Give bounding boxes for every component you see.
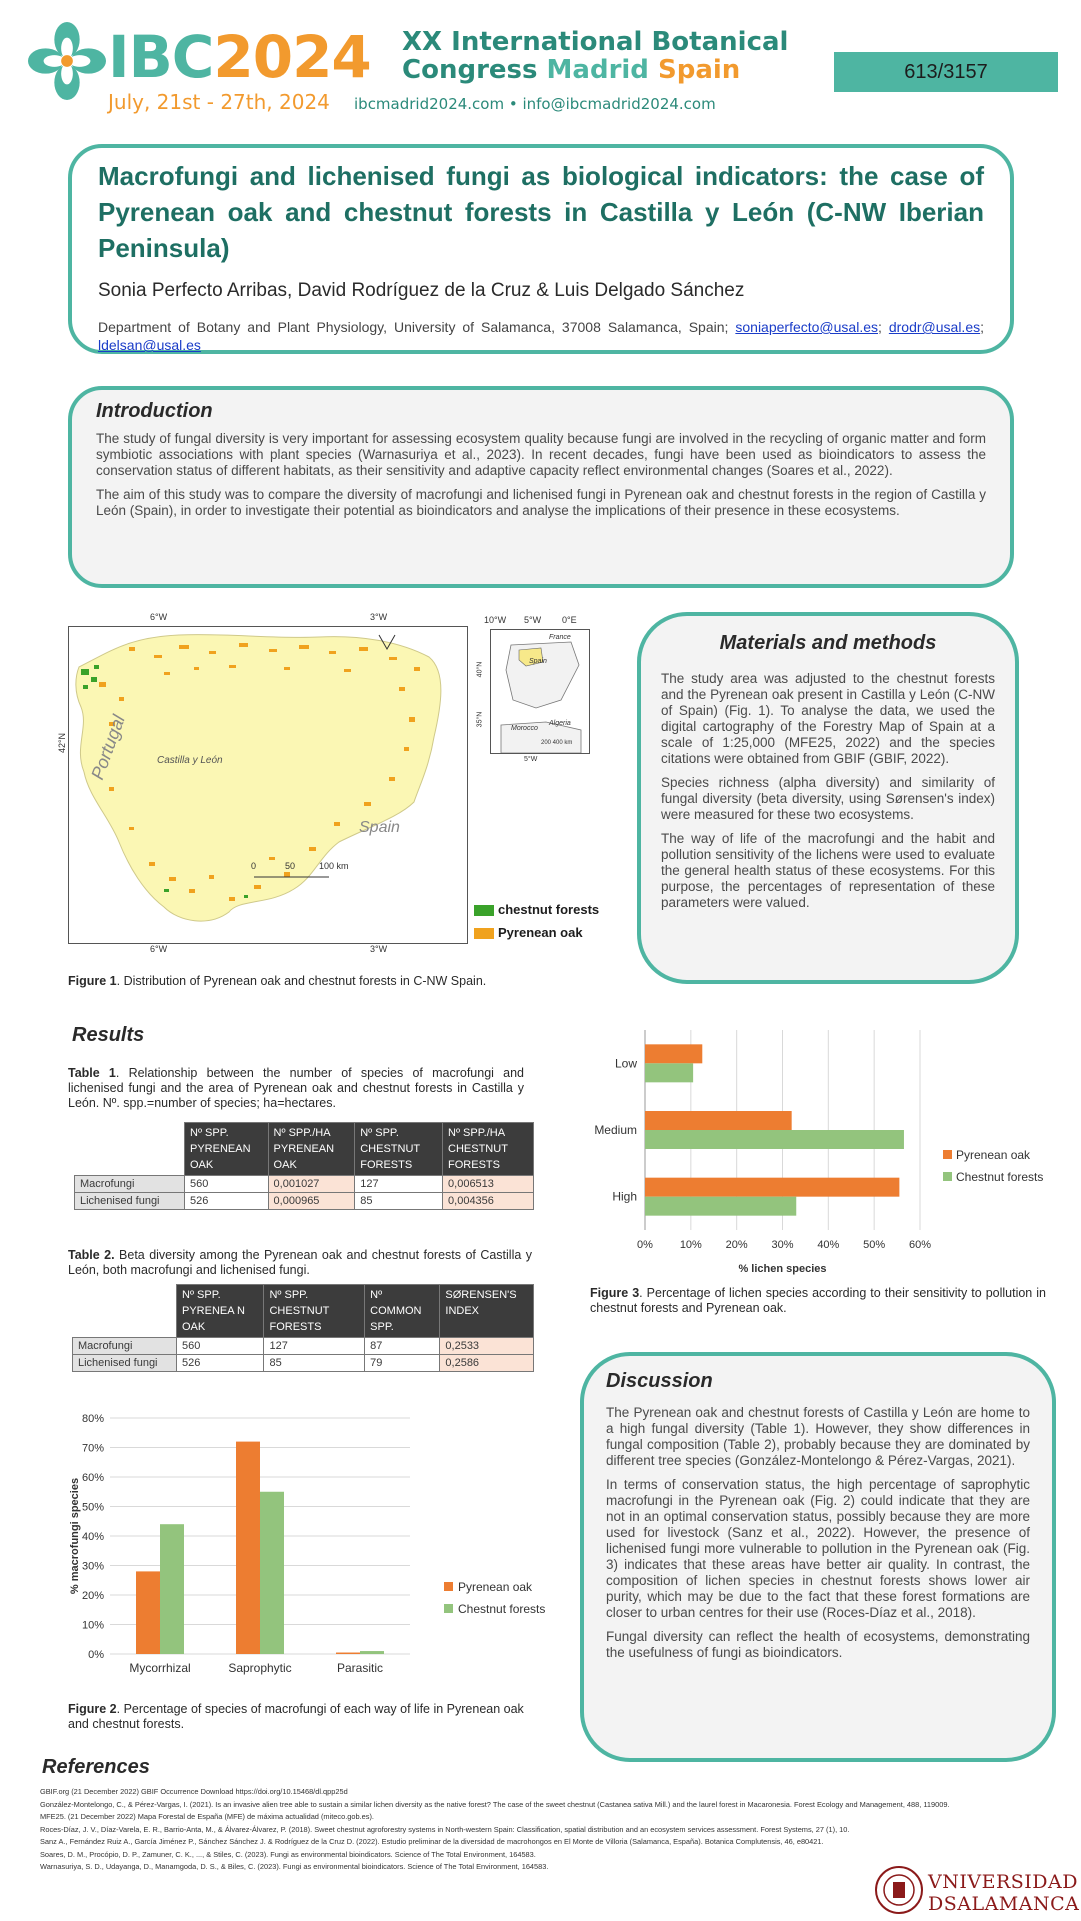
table-2-header-row (73, 1285, 534, 1338)
inset-lat-1: 40°N (476, 661, 484, 678)
table-cell: 526 (185, 1193, 269, 1210)
bar (645, 1178, 899, 1197)
x-tick-label: Parasitic (336, 1661, 384, 1675)
ibc-logo-text: IBC2024 (108, 23, 371, 91)
introduction-paragraph-2: The aim of this study was to compare the diversity of macrofungi and lichenised fungi in Pyrenean oak and chestnut forests in the region of Castilla y León (Spain), in order to investigate their potential as bioindicators and analyse the implications of their presence in these ecosystems. (96, 487, 986, 518)
table-1 (74, 1122, 534, 1210)
inset-lon-2: 5°W (524, 615, 542, 625)
map-label-spain: Spain (359, 819, 400, 836)
table-row (75, 1193, 534, 1210)
reference-item: Soares, D. M., Procópio, D. P., Zamuner, C. K., ..., & Stiles, C. (2023). Fungi as environmental bioindicators. Science of The Total Environment, 164583. (40, 1849, 536, 1859)
inset-label-algeria: Algeria (549, 720, 571, 727)
table-row-label: Macrofungi (73, 1338, 177, 1355)
email-link-3[interactable]: ldelsan@usal.es (98, 337, 201, 353)
university-seal-icon (874, 1865, 924, 1915)
figure-3-caption: Figure 3. Percentage of lichen species according to their sensitivity to pollution in chestnut forests and Pyrenean oak. (590, 1286, 1047, 1315)
bar (336, 1653, 360, 1654)
reference-item: Sanz A., Fernández Ruiz A., García Jiménez P., Sánchez Sánchez J. & Rodríguez de la Cruz D. (2022). Estudio preliminar de la diversidad de macrohongos en El Monte de Villoria (Salamanca, España). Botanica Complutensis, 46, e80421. (40, 1837, 824, 1846)
legend-swatch-oak (474, 928, 494, 939)
table-cell: 85 (264, 1355, 365, 1372)
reference-item: González-Montelongo, C., & Pérez-Vargas, I. (2021). Is an invasive alien tree able to sustain a similar lichen diversity as the native forest? The case of the sweet chestnut (Castanea sativa Mill.) and the laurel forest in Macaronesia. Forest Ecology and Management, 488, 119009. (40, 1799, 950, 1809)
table-cell: 560 (177, 1338, 264, 1355)
references-heading: References (42, 1756, 150, 1778)
table-row (75, 1176, 534, 1193)
table-cell: 127 (264, 1338, 365, 1355)
inset-map-drawing (491, 630, 589, 753)
table-2-header: SØRENSEN'S INDEX (440, 1285, 534, 1338)
university-name-line2: DSALAMANCA (928, 1893, 1080, 1915)
introduction-panel (68, 386, 1014, 588)
map-lat-label-left: 42°N (57, 732, 68, 754)
table-cell: 79 (365, 1355, 440, 1372)
inset-scale: 200 400 km (541, 740, 573, 746)
figure-1-caption: Figure 1. Distribution of Pyrenean oak and chestnut forests in C-NW Spain. (68, 974, 487, 988)
map-label-portugal: Portugal (87, 712, 129, 783)
x-tick-label: Saprophytic (228, 1661, 292, 1675)
congress-contact[interactable]: ibcmadrid2024.com • info@ibcmadrid2024.com (354, 95, 716, 113)
y-axis-label: % macrofungi species (69, 1477, 81, 1595)
inset-map (490, 629, 590, 754)
y-tick-label: 70% (81, 1442, 104, 1455)
map-scale-50: 50 (285, 861, 296, 871)
table-1-header-row (75, 1123, 534, 1176)
y-tick-label: 10% (81, 1619, 104, 1632)
legend-label: Pyrenean oak (458, 1580, 533, 1594)
map-legend-oak: Pyrenean oak (474, 925, 583, 940)
bar (160, 1524, 184, 1654)
table-1-header: Nº SPP./HA CHESTNUT FORESTS (443, 1123, 534, 1176)
methods-paragraph-1: The study area was adjusted to the chestnut forests and the Pyrenean oak present in Castilla y León (C-NW of Spain) (Fig. 1). To analyse the data, we used the digital cartography of the Forestry Map of Spain at a scale of 1:25,000 (MFE25, 2022) and the species citations were obtained from GBIF (GBIF, 2022). (661, 671, 995, 766)
map-lon-label-top-2: 3°W (370, 612, 388, 622)
email-link-1[interactable]: soniaperfecto@usal.es (735, 319, 878, 335)
bar (360, 1651, 384, 1654)
figure-3-chart (585, 1020, 1065, 1280)
y-tick-label: 40% (81, 1531, 104, 1543)
x-tick-label: 0% (637, 1239, 653, 1251)
bar (645, 1063, 693, 1082)
results-heading: Results (72, 1024, 145, 1046)
y-tick-label: 80% (81, 1413, 104, 1425)
introduction-paragraph-1: The study of fungal diversity is very important for assessing ecosystem quality because fungi are involved in the recycling of organic matter and form symbiotic associations with plant species (Warnasuriya et al., 2023). In recent decades, fungi have been used as bioindicators to assess the conservation status of different habitats, as their sensitivity and adaptive capacity reflect environmental changes (Soares et al., 2022). (96, 431, 986, 478)
table-2-header: Nº SPP. CHESTNUT FORESTS (264, 1285, 365, 1338)
table-cell: 0,004356 (443, 1193, 534, 1210)
poster-id-badge: 613/3157 (834, 52, 1058, 92)
methods-paragraph-3: The way of life of the macrofungi and the habit and pollution sensitivity of the lichens were used to evaluate the general health status of these ecosystems. For this purpose, the percentages of representation of these parameters were valued. (661, 831, 995, 910)
distribution-map (68, 626, 468, 944)
references-list (40, 1786, 1060, 1874)
legend-swatch-chestnut (474, 905, 494, 916)
reference-item: Roces-Díaz, J. V., Díaz-Varela, E. R., Barrio-Anta, M., & Álvarez-Álvarez, P. (2018). Sweet chestnut agroforestry systems in North-western Spain: Classification, spatial distribution and an ecosystem services assessment. Forest Systems, 27 (1), 10. (40, 1824, 850, 1834)
bar (136, 1571, 160, 1654)
legend-swatch (444, 1604, 453, 1613)
table-cell: 0,001027 (268, 1176, 355, 1193)
table-cell: 526 (177, 1355, 264, 1372)
inset-label-morocco: Morocco (511, 725, 538, 732)
legend-label: Pyrenean oak (956, 1148, 1031, 1162)
bar (260, 1492, 284, 1654)
university-name-line1: VNIVERSIDAD (928, 1871, 1078, 1893)
inset-lon-3: 0°E (562, 615, 577, 625)
table-cell: 0,2533 (440, 1338, 534, 1355)
inset-lat-2: 35°N (476, 711, 484, 728)
y-tick-label: 20% (81, 1590, 104, 1602)
email-link-2[interactable]: drodr@usal.es (888, 319, 981, 335)
table-cell: 0,000965 (268, 1193, 355, 1210)
y-tick-label: 0% (88, 1649, 104, 1661)
table-cell: 85 (355, 1193, 443, 1210)
map-legend-chestnut: chestnut forests (474, 902, 599, 917)
table-cell: 0,006513 (443, 1176, 534, 1193)
table-1-corner (75, 1123, 185, 1176)
ibc-flower-logo (28, 22, 106, 100)
title-panel (68, 144, 1014, 354)
methods-panel (637, 612, 1019, 984)
x-tick-label: 10% (679, 1239, 702, 1251)
y-tick-label: 30% (81, 1560, 104, 1573)
reference-item: GBIF.org (21 December 2022) GBIF Occurrence Download https://doi.org/10.15468/dl.qpp25d (40, 1787, 348, 1796)
table-row (73, 1338, 534, 1355)
table-row-label: Lichenised fungi (75, 1193, 185, 1210)
discussion-paragraph-2: In terms of conservation status, the high percentage of saprophytic macrofungi in the Pyrenean oak (Fig. 2) could indicate that they are not in an optimal conservation status, possibly because they are more used for livestock (Sanz et al., 2022). However, the presence of lichenised fungi more vulnerable to pollution in the Pyrenean oak (Fig. 3) indicates that these areas have better air quality. In contrast, the composition of lichen species in chestnut forests shows lower air purity, which may be due to the fact that these forest formations are closer to urban centres for their use (Roces-Díaz et al., 2018). (606, 1477, 1030, 1620)
legend-label: Chestnut forests (458, 1602, 546, 1616)
discussion-panel (580, 1352, 1056, 1762)
legend-swatch (943, 1150, 952, 1159)
table-row-label: Macrofungi (75, 1176, 185, 1193)
table-2-header: Nº COMMON SPP. (365, 1285, 440, 1338)
authors: Sonia Perfecto Arribas, David Rodríguez de la Cruz & Luis Delgado Sánchez (98, 280, 745, 301)
inset-lon-1: 10°W (484, 615, 507, 625)
bar (645, 1130, 904, 1149)
bar (236, 1442, 260, 1654)
inset-label-france: France (549, 634, 571, 641)
table-1-header: Nº SPP. PYRENEAN OAK (185, 1123, 269, 1176)
table-2-corner (73, 1285, 177, 1338)
table-row-label: Lichenised fungi (73, 1355, 177, 1372)
discussion-paragraph-3: Fungal diversity can reflect the health of ecosystems, demonstrating the usefulness of fungi as bioindicators. (606, 1629, 1030, 1660)
reference-item: MFE25. (21 December 2022) Mapa Forestal de España (MFE) de máxima actualidad (miteco.gob.es). (40, 1812, 374, 1821)
x-tick-label: Mycorrhizal (129, 1661, 191, 1675)
congress-dates: July, 21st - 27th, 2024 (108, 90, 330, 114)
x-tick-label: 50% (863, 1239, 886, 1251)
table-1-header: Nº SPP. CHESTNUT FORESTS (355, 1123, 443, 1176)
y-tick-label: 50% (81, 1501, 104, 1514)
map-lon-label-bottom-1: 6°W (150, 944, 168, 954)
y-tick-label: 60% (81, 1472, 104, 1484)
table-2 (72, 1284, 534, 1372)
table-cell: 560 (185, 1176, 269, 1193)
table-cell: 127 (355, 1176, 443, 1193)
x-tick-label: 30% (771, 1239, 794, 1251)
legend-swatch (444, 1582, 453, 1591)
bar (645, 1197, 796, 1216)
map-lon-label-bottom-2: 3°W (370, 944, 388, 954)
y-tick-label: Medium (594, 1123, 637, 1137)
table-1-header: Nº SPP./HA PYRENEAN OAK (268, 1123, 355, 1176)
table-2-header: Nº SPP. PYRENEA N OAK (177, 1285, 264, 1338)
x-tick-label: 20% (725, 1239, 748, 1251)
figure-2-caption: Figure 2. Percentage of species of macrofungi of each way of life in Pyrenean oak and chestnut forests. (68, 1702, 524, 1731)
legend-swatch (943, 1172, 952, 1181)
discussion-paragraph-1: The Pyrenean oak and chestnut forests of Castilla y León are home to a high fungal diversity (Table 1). However, they show differences in fungal composition (Table 2), probably because they are dominated by different tree species (González-Montelongo & Pérez-Vargas, 2021). (606, 1405, 1030, 1468)
discussion-heading: Discussion (606, 1370, 713, 1392)
map-scale-0: 0 (251, 861, 257, 871)
reference-item: Warnasuriya, S. D., Udayanga, D., Manamgoda, D. S., & Biles, C. (2023). Fungi as environmental bioindicators. Science of The Total Environment, 164583. (40, 1862, 549, 1871)
affiliation: Department of Botany and Plant Physiology, University of Salamanca, 37008 Salamanca, Spain; soniaperfecto@usal.es; drodr@usal.es; ldelsan@usal.es (98, 319, 985, 353)
table-row (73, 1355, 534, 1372)
table-2-caption: Table 2. Beta diversity among the Pyrenean oak and chestnut forests of Castilla y León, both macrofungi and lichenised fungi. (68, 1248, 532, 1277)
table-cell: 87 (365, 1338, 440, 1355)
x-tick-label: 40% (817, 1239, 840, 1251)
map-label-region: Castilla y León (157, 755, 223, 766)
table-1-caption: Table 1. Relationship between the number of species of macrofungi and lichenised fungi and the area of Pyrenean oak and chestnut forests in Castilla y León. Nº. spp.=number of species; ha=hectares. (68, 1066, 524, 1110)
poster-title: Macrofungi and lichenised fungi as biological indicators: the case of Pyrenean oak and chestnut forests in Castilla y León (C-NW Iberian Peninsula) (98, 161, 984, 263)
x-tick-label: 60% (908, 1239, 932, 1251)
table-cell: 0,2586 (440, 1355, 534, 1372)
introduction-heading: Introduction (96, 400, 213, 422)
map-lon-label-top-1: 6°W (150, 612, 168, 622)
inset-label-spain: Spain (529, 658, 547, 665)
bar (645, 1111, 792, 1130)
methods-paragraph-2: Species richness (alpha diversity) and similarity of fungal diversity (beta diversity, using Sørensen's index) were measured for these two ecosystems. (661, 775, 995, 822)
y-tick-label: High (612, 1189, 637, 1204)
map-drawing (69, 627, 467, 943)
congress-title: XX International Botanical Congress Madrid Spain (402, 27, 789, 85)
legend-label: Chestnut forests (956, 1170, 1044, 1184)
x-axis-label: % lichen species (738, 1263, 827, 1275)
map-scale-100: 100 km (319, 861, 349, 871)
bar (645, 1044, 702, 1063)
methods-heading: Materials and methods (719, 632, 937, 654)
inset-bottom-lon: 5°W (524, 756, 538, 763)
figure-2-chart (60, 1408, 560, 1698)
y-tick-label: Low (614, 1056, 637, 1071)
